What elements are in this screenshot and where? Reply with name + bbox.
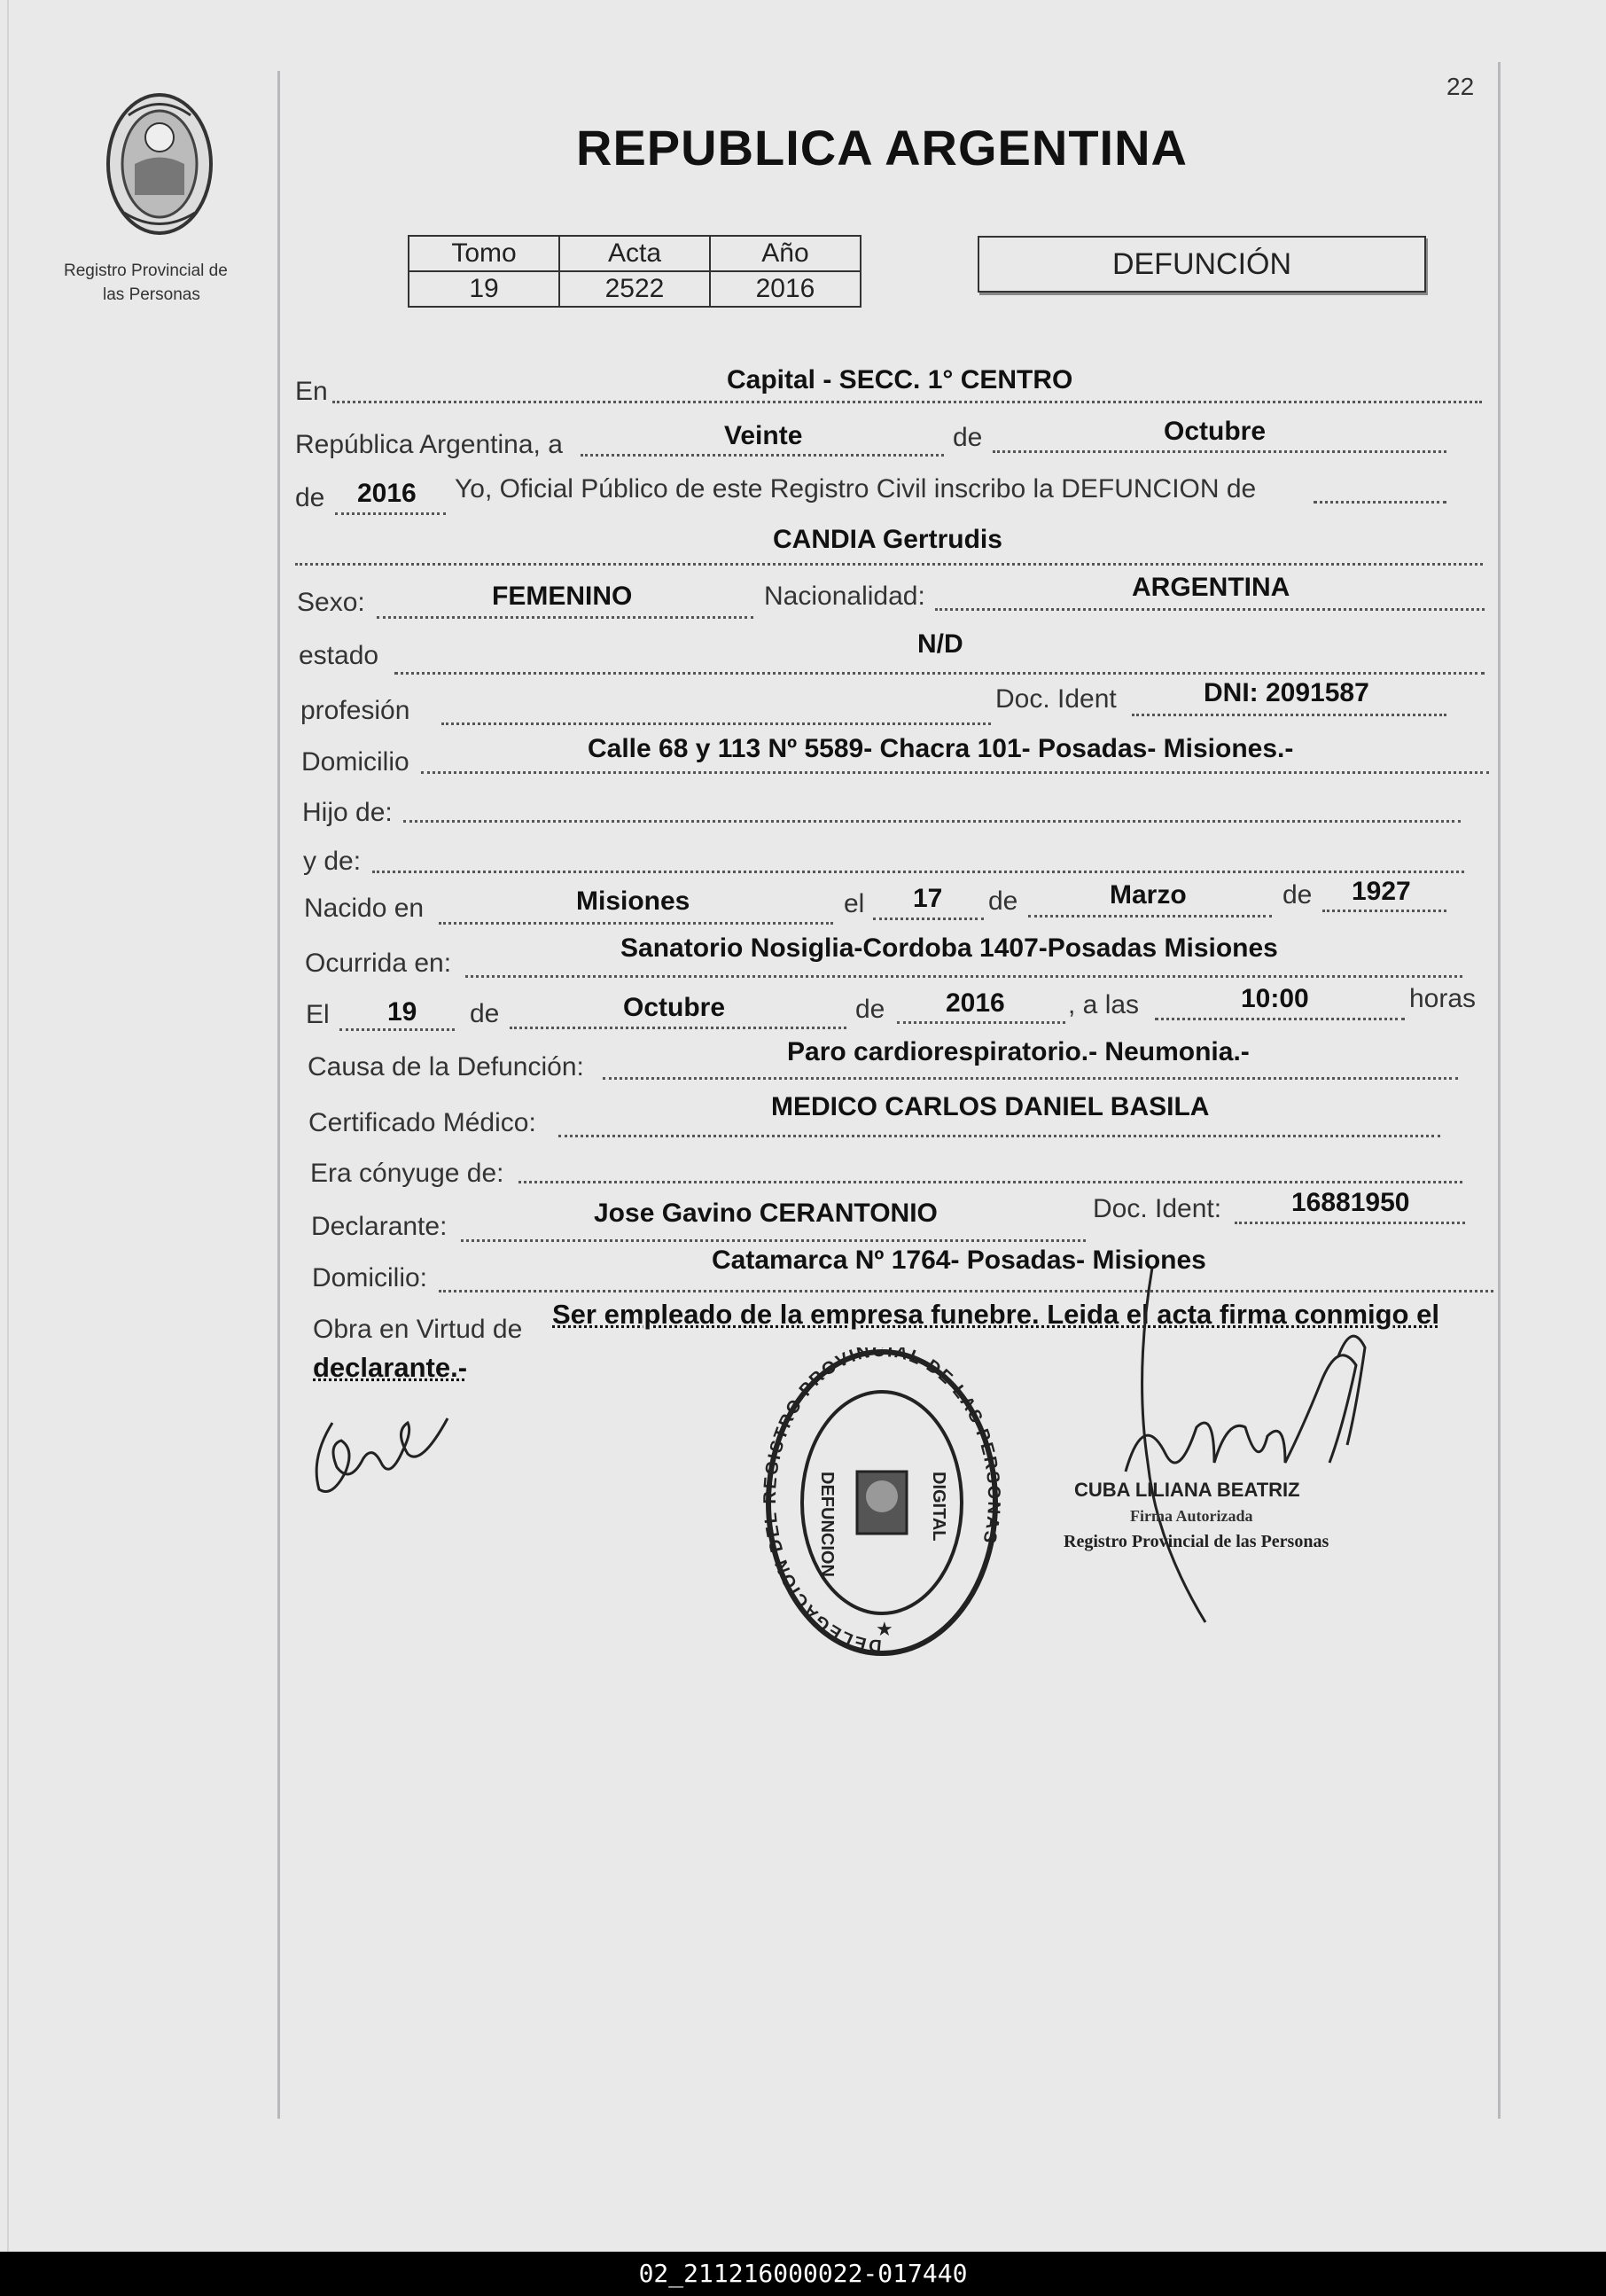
official-stamp bbox=[758, 1347, 1006, 1667]
doc-ident-label: Doc. Ident bbox=[995, 684, 1117, 714]
death-month-line bbox=[510, 1027, 846, 1029]
death-day-line bbox=[339, 1028, 455, 1031]
yde-label: y de: bbox=[303, 847, 362, 876]
alas-label: , a las bbox=[1068, 990, 1140, 1019]
certificado-line bbox=[558, 1135, 1440, 1137]
stamp-inner-right: DIGITAL bbox=[929, 1472, 948, 1542]
deceased-name: CANDIA Gertrudis bbox=[773, 525, 1002, 554]
profesion-line bbox=[441, 722, 991, 725]
reference-table bbox=[408, 235, 861, 308]
nacido-value: Misiones bbox=[576, 886, 690, 916]
year-line bbox=[335, 512, 446, 515]
ref-value-ano: 2016 bbox=[710, 271, 861, 307]
declarante-line bbox=[461, 1239, 1086, 1242]
doc-ident2-value: 16881950 bbox=[1291, 1188, 1410, 1217]
nacido-line bbox=[439, 922, 833, 925]
logo-caption-line-1: Registro Provincial de bbox=[64, 262, 228, 280]
doc-ident2-line bbox=[1235, 1222, 1465, 1224]
hijo-label: Hijo de: bbox=[302, 798, 393, 827]
ocurrida-line bbox=[465, 975, 1462, 978]
name-line bbox=[295, 563, 1483, 566]
sexo-value: FEMENINO bbox=[492, 582, 633, 611]
obra-value-line-1: Ser empleado de la empresa funebre. Leida el acta firma conmigo el bbox=[552, 1299, 1439, 1330]
inscribo-text: Yo, Oficial Público de este Registro Civil inscribo la DEFUNCION de bbox=[455, 474, 1257, 504]
death-day-value: 19 bbox=[387, 997, 417, 1027]
ref-value-tomo: 19 bbox=[409, 271, 559, 307]
en-line bbox=[332, 401, 1482, 403]
official-role: Firma Autorizada bbox=[1130, 1507, 1253, 1525]
de-label-2: de bbox=[295, 483, 325, 512]
el-label: el bbox=[844, 889, 865, 918]
de-label-3: de bbox=[988, 886, 1018, 916]
death-month-value: Octubre bbox=[623, 993, 726, 1022]
ref-header-ano: Año bbox=[710, 236, 861, 271]
month-value: Octubre bbox=[1164, 417, 1267, 446]
estado-label: estado bbox=[299, 641, 379, 670]
yde-line bbox=[372, 871, 1464, 873]
day-value: Veinte bbox=[724, 421, 803, 450]
nacionalidad-label: Nacionalidad: bbox=[764, 582, 925, 611]
conyuge-line bbox=[518, 1181, 1462, 1183]
ocurrida-value: Sanatorio Nosiglia-Cordoba 1407-Posadas Misiones bbox=[620, 933, 1278, 963]
estado-line bbox=[394, 672, 1485, 675]
profesion-label: profesión bbox=[300, 696, 410, 725]
sexo-label: Sexo: bbox=[297, 588, 365, 617]
conyuge-label: Era cónyuge de: bbox=[310, 1159, 504, 1188]
el2-label: El bbox=[306, 1000, 330, 1029]
de-label-4: de bbox=[1282, 880, 1313, 910]
declarant-signature bbox=[306, 1405, 465, 1503]
certificado-value: MEDICO CARLOS DANIEL BASILA bbox=[771, 1092, 1210, 1121]
birth-month-value: Marzo bbox=[1110, 880, 1187, 910]
domicilio2-value: Catamarca Nº 1764- Posadas- Misiones bbox=[712, 1246, 1206, 1275]
de-label-5: de bbox=[470, 999, 500, 1028]
ref-value-acta: 2522 bbox=[559, 271, 710, 307]
left-margin-line bbox=[277, 71, 280, 2119]
logo-caption-line-2: las Personas bbox=[103, 285, 200, 304]
causa-label: Causa de la Defunción: bbox=[308, 1052, 584, 1082]
birth-day-line bbox=[873, 918, 984, 920]
nacido-label: Nacido en bbox=[304, 894, 425, 923]
domicilio-line bbox=[421, 771, 1489, 774]
estado-value: N/D bbox=[917, 629, 963, 659]
right-margin-line bbox=[1498, 62, 1501, 2119]
official-name: CUBA LILIANA BEATRIZ bbox=[1074, 1479, 1300, 1501]
obra-label: Obra en Virtud de bbox=[313, 1315, 523, 1344]
ocurrida-label: Ocurrida en: bbox=[305, 949, 452, 978]
domicilio2-label: Domicilio: bbox=[312, 1263, 428, 1292]
ref-header-acta: Acta bbox=[559, 236, 710, 271]
de-label-1: de bbox=[953, 423, 983, 452]
province-logo bbox=[89, 89, 230, 244]
birth-month-line bbox=[1028, 915, 1272, 918]
domicilio-value: Calle 68 y 113 Nº 5589- Chacra 101- Posadas- Misiones.- bbox=[588, 734, 1294, 763]
doc-ident2-label: Doc. Ident: bbox=[1093, 1194, 1222, 1223]
de-label-6: de bbox=[855, 995, 885, 1024]
birth-year-line bbox=[1322, 910, 1446, 912]
doc-ident-value: DNI: 2091587 bbox=[1204, 678, 1369, 707]
inscribo-line bbox=[1314, 501, 1446, 504]
document-id-footer: 02_211216000022-017440 bbox=[0, 2252, 1606, 2296]
stamp-inner-left: DEFUNCION bbox=[817, 1472, 837, 1577]
page-number: 22 bbox=[1446, 73, 1475, 100]
hijo-line bbox=[403, 820, 1461, 823]
svg-text:★: ★ bbox=[876, 1618, 893, 1640]
death-time-line bbox=[1155, 1018, 1405, 1020]
doc-ident-line bbox=[1132, 714, 1446, 716]
doc-type-label: DEFUNCIÓN bbox=[1111, 247, 1292, 281]
certificado-label: Certificado Médico: bbox=[308, 1108, 536, 1137]
birth-year-value: 1927 bbox=[1352, 877, 1411, 906]
ref-header-tomo: Tomo bbox=[409, 236, 559, 271]
horas-label: horas bbox=[1409, 984, 1477, 1013]
domicilio-label: Domicilio bbox=[301, 747, 409, 777]
causa-line bbox=[603, 1077, 1458, 1080]
official-signature-scribble bbox=[1099, 1250, 1392, 1631]
page-title: REPUBLICA ARGENTINA bbox=[576, 120, 1188, 176]
death-year-line bbox=[897, 1021, 1065, 1024]
doc-type-box bbox=[978, 236, 1426, 293]
causa-value: Paro cardiorespiratorio.- Neumonia.- bbox=[787, 1037, 1250, 1066]
nacionalidad-value: ARGENTINA bbox=[1132, 573, 1290, 602]
stamp-ring-text: DELEGACION DEL REGISTRO PROVINCIAL DE LAS PERSONAS bbox=[760, 1347, 1004, 1656]
day-line bbox=[581, 454, 944, 457]
declarante-label: Declarante: bbox=[311, 1212, 448, 1241]
en-value: Capital - SECC. 1° CENTRO bbox=[727, 365, 1073, 394]
declarante-value: Jose Gavino CERANTONIO bbox=[594, 1199, 938, 1228]
en-label: En bbox=[295, 377, 328, 406]
nacionalidad-line bbox=[935, 608, 1485, 611]
left-edge-shadow bbox=[7, 0, 9, 2252]
republica-label: República Argentina, a bbox=[295, 430, 563, 459]
official-office: Registro Provincial de las Personas bbox=[1064, 1532, 1329, 1551]
month-line bbox=[993, 450, 1446, 453]
death-year-value: 2016 bbox=[946, 988, 1005, 1018]
year-value: 2016 bbox=[357, 479, 417, 508]
birth-day-value: 17 bbox=[913, 884, 943, 913]
death-time-value: 10:00 bbox=[1241, 984, 1309, 1013]
obra-value-line-2: declarante.- bbox=[313, 1352, 468, 1383]
sexo-line bbox=[377, 616, 753, 619]
